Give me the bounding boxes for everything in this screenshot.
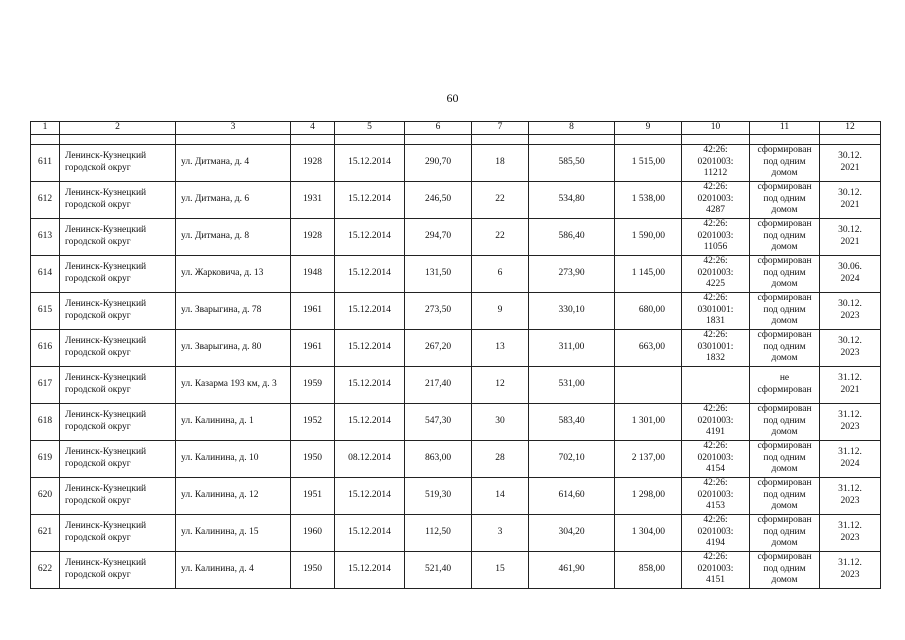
cadastral-number-cell: [682, 514, 750, 551]
cadastral-number-line: 0301001:: [697, 304, 734, 315]
cadastral-number-cell: [682, 551, 750, 588]
land-status-line: сформирован: [757, 384, 812, 395]
deadline-line: 2023: [840, 532, 860, 543]
land-status-line: сформирован: [757, 145, 812, 156]
deadline-line: 2023: [840, 310, 860, 321]
deadline-line: 2023: [840, 569, 860, 580]
living-area-cell: 290,70: [405, 144, 472, 181]
land-status-cell: [750, 477, 820, 514]
column-number-row: [31, 122, 881, 135]
municipality-cell: Ленинск-Кузнецкий городской округ: [60, 514, 176, 551]
deadline-cell: [820, 144, 881, 181]
residents-cell: 6: [472, 255, 529, 292]
total-area-cell: 583,40: [529, 403, 615, 440]
date-cell: 15.12.2014: [335, 329, 405, 366]
land-area-cell: 858,00: [615, 551, 682, 588]
cadastral-number-line: 0201003:: [697, 452, 734, 463]
column-number: 3: [176, 122, 291, 135]
year-built-cell: 1931: [291, 181, 335, 218]
municipality-cell: Ленинск-Кузнецкий городской округ: [60, 440, 176, 477]
table-row: [31, 144, 881, 181]
residents-cell: 30: [472, 403, 529, 440]
cadastral-number-line: 11056: [703, 242, 728, 253]
date-cell: 15.12.2014: [335, 218, 405, 255]
cadastral-number-line: 0201003:: [697, 193, 734, 204]
total-area-cell: 702,10: [529, 440, 615, 477]
address-cell: ул. Калинина, д. 10: [176, 440, 291, 477]
cadastral-number-line: 0201003:: [697, 267, 734, 278]
land-area-cell: 1 515,00: [615, 144, 682, 181]
municipality-cell: Ленинск-Кузнецкий городской округ: [60, 218, 176, 255]
deadline-line: 2024: [840, 273, 860, 284]
deadline-line: 2021: [840, 384, 860, 395]
year-built-cell: 1961: [291, 329, 335, 366]
cadastral-number-line: 1832: [706, 353, 725, 364]
year-built-cell: 1950: [291, 551, 335, 588]
row-number: 612: [31, 181, 60, 218]
total-area-cell: 311,00: [529, 329, 615, 366]
land-status-line: сформирован: [757, 256, 812, 267]
cadastral-number-line: 4154: [706, 464, 725, 475]
deadline-line: 30.12.: [838, 299, 862, 309]
deadline-line: 2021: [840, 162, 860, 173]
deadline-line: 2023: [840, 421, 860, 432]
land-status-line: домом: [771, 242, 798, 253]
deadline-cell: [820, 403, 881, 440]
date-cell: 15.12.2014: [335, 255, 405, 292]
municipality-cell: Ленинск-Кузнецкий городской округ: [60, 366, 176, 403]
land-status-cell: [750, 551, 820, 588]
cadastral-number-line: 42:26:: [703, 145, 728, 156]
land-status-cell: [750, 181, 820, 218]
land-status-line: под одним: [763, 452, 806, 463]
cadastral-number-line: 0201003:: [697, 563, 734, 574]
residents-cell: 3: [472, 514, 529, 551]
column-number: 9: [615, 122, 682, 135]
cadastral-number-cell: [682, 329, 750, 366]
land-status-line: домом: [771, 575, 798, 586]
residents-cell: 22: [472, 181, 529, 218]
total-area-cell: 585,50: [529, 144, 615, 181]
table-row: [31, 440, 881, 477]
cadastral-number-line: 0201003:: [697, 526, 734, 537]
year-built-cell: 1928: [291, 218, 335, 255]
land-status-line: не: [779, 373, 790, 383]
deadline-cell: [820, 514, 881, 551]
deadline-line: 31.12.: [838, 558, 862, 568]
cadastral-number-line: 0301001:: [697, 341, 734, 352]
page-number: 60: [446, 91, 459, 105]
date-cell: 15.12.2014: [335, 366, 405, 403]
address-cell: ул. Дитмана, д. 6: [176, 181, 291, 218]
table-row: [31, 366, 881, 403]
address-cell: ул. Калинина, д. 12: [176, 477, 291, 514]
living-area-cell: 217,40: [405, 366, 472, 403]
deadline-line: 2023: [840, 495, 860, 506]
land-status-cell: [750, 292, 820, 329]
column-number: 1: [31, 122, 60, 135]
land-status-line: под одним: [763, 563, 806, 574]
land-area-cell: 1 301,00: [615, 403, 682, 440]
address-cell: ул. Дитмана, д. 4: [176, 144, 291, 181]
cadastral-number-line: 42:26:: [703, 330, 728, 341]
address-cell: ул. Калинина, д. 15: [176, 514, 291, 551]
cadastral-number-cell: [682, 292, 750, 329]
land-status-line: под одним: [763, 526, 806, 537]
land-status-line: сформирован: [757, 219, 812, 230]
land-status-cell: [750, 218, 820, 255]
living-area-cell: 273,50: [405, 292, 472, 329]
cadastral-number-line: 4287: [706, 205, 725, 216]
land-area-cell: 1 590,00: [615, 218, 682, 255]
land-area-cell: 680,00: [615, 292, 682, 329]
deadline-line: 31.12.: [838, 410, 862, 420]
housing-register-table: [30, 121, 881, 589]
deadline-cell: [820, 218, 881, 255]
table-row: [31, 181, 881, 218]
total-area-cell: 586,40: [529, 218, 615, 255]
land-status-line: домом: [771, 427, 798, 438]
table-row: [31, 403, 881, 440]
residents-cell: 9: [472, 292, 529, 329]
year-built-cell: 1952: [291, 403, 335, 440]
land-status-cell: [750, 514, 820, 551]
total-area-cell: 534,80: [529, 181, 615, 218]
land-status-cell: [750, 329, 820, 366]
land-status-line: домом: [771, 464, 798, 475]
land-status-line: сформирован: [757, 182, 812, 193]
land-area-cell: [615, 366, 682, 403]
table-row: [31, 218, 881, 255]
year-built-cell: 1950: [291, 440, 335, 477]
address-cell: ул. Жарковича, д. 13: [176, 255, 291, 292]
cadastral-number-cell: [682, 218, 750, 255]
cadastral-number-line: 42:26:: [703, 404, 728, 415]
land-status-line: под одним: [763, 230, 806, 241]
deadline-line: 30.12.: [838, 225, 862, 235]
year-built-cell: 1951: [291, 477, 335, 514]
date-cell: 15.12.2014: [335, 477, 405, 514]
land-status-line: домом: [771, 501, 798, 512]
total-area-cell: 304,20: [529, 514, 615, 551]
municipality-cell: Ленинск-Кузнецкий городской округ: [60, 477, 176, 514]
date-cell: 08.12.2014: [335, 440, 405, 477]
address-cell: ул. Калинина, д. 4: [176, 551, 291, 588]
cadastral-number-line: 42:26:: [703, 552, 728, 563]
cadastral-number-line: 4225: [706, 279, 725, 290]
residents-cell: 28: [472, 440, 529, 477]
column-number: 5: [335, 122, 405, 135]
municipality-cell: Ленинск-Кузнецкий городской округ: [60, 255, 176, 292]
total-area-cell: 461,90: [529, 551, 615, 588]
year-built-cell: 1928: [291, 144, 335, 181]
land-status-cell: [750, 366, 820, 403]
column-number: 7: [472, 122, 529, 135]
cadastral-number-line: 0201003:: [697, 415, 734, 426]
cadastral-number-line: 42:26:: [703, 182, 728, 193]
land-status-line: домом: [771, 205, 798, 216]
table-row: [31, 551, 881, 588]
deadline-line: 30.06.: [838, 262, 862, 272]
address-cell: ул. Казарма 193 км, д. 3: [176, 366, 291, 403]
cadastral-number-line: 4191: [706, 427, 725, 438]
land-area-cell: 1 145,00: [615, 255, 682, 292]
cadastral-number-line: 42:26:: [703, 515, 728, 526]
cadastral-number-cell: [682, 366, 750, 403]
cadastral-number-line: 0201003:: [697, 489, 734, 500]
land-status-cell: [750, 403, 820, 440]
row-number: 619: [31, 440, 60, 477]
row-number: 622: [31, 551, 60, 588]
land-area-cell: 1 538,00: [615, 181, 682, 218]
land-status-cell: [750, 144, 820, 181]
deadline-line: 31.12.: [838, 484, 862, 494]
living-area-cell: 112,50: [405, 514, 472, 551]
date-cell: 15.12.2014: [335, 403, 405, 440]
address-cell: ул. Калинина, д. 1: [176, 403, 291, 440]
cadastral-number-cell: [682, 477, 750, 514]
land-status-line: под одним: [763, 304, 806, 315]
living-area-cell: 547,30: [405, 403, 472, 440]
date-cell: 15.12.2014: [335, 292, 405, 329]
deadline-cell: [820, 366, 881, 403]
table-row: [31, 329, 881, 366]
land-status-line: под одним: [763, 415, 806, 426]
row-number: 614: [31, 255, 60, 292]
column-number: 10: [682, 122, 750, 135]
address-cell: ул. Дитмана, д. 8: [176, 218, 291, 255]
address-cell: ул. Зварыгина, д. 80: [176, 329, 291, 366]
row-number: 615: [31, 292, 60, 329]
column-number: 12: [820, 122, 881, 135]
deadline-line: 2021: [840, 236, 860, 247]
year-built-cell: 1948: [291, 255, 335, 292]
living-area-cell: 521,40: [405, 551, 472, 588]
land-status-cell: [750, 440, 820, 477]
total-area-cell: 273,90: [529, 255, 615, 292]
land-status-line: сформирован: [757, 552, 812, 563]
date-cell: 15.12.2014: [335, 514, 405, 551]
cadastral-number-line: 4153: [706, 501, 725, 512]
deadline-cell: [820, 551, 881, 588]
deadline-line: 30.12.: [838, 336, 862, 346]
land-status-line: домом: [771, 279, 798, 290]
living-area-cell: 519,30: [405, 477, 472, 514]
land-status-line: сформирован: [757, 330, 812, 341]
deadline-line: 2023: [840, 347, 860, 358]
land-area-cell: 2 137,00: [615, 440, 682, 477]
table-row: [31, 477, 881, 514]
table-row: [31, 255, 881, 292]
living-area-cell: 131,50: [405, 255, 472, 292]
residents-cell: 22: [472, 218, 529, 255]
row-number: 617: [31, 366, 60, 403]
total-area-cell: 614,60: [529, 477, 615, 514]
total-area-cell: 330,10: [529, 292, 615, 329]
cadastral-number-cell: [682, 255, 750, 292]
living-area-cell: 294,70: [405, 218, 472, 255]
living-area-cell: 246,50: [405, 181, 472, 218]
cadastral-number-line: 42:26:: [703, 219, 728, 230]
cadastral-number-cell: [682, 144, 750, 181]
cadastral-number-line: 1831: [706, 316, 725, 327]
deadline-line: 31.12.: [838, 521, 862, 531]
date-cell: 15.12.2014: [335, 181, 405, 218]
date-cell: 15.12.2014: [335, 551, 405, 588]
residents-cell: 18: [472, 144, 529, 181]
cadastral-number-line: 0201003:: [697, 230, 734, 241]
table-row: [31, 292, 881, 329]
land-status-line: сформирован: [757, 404, 812, 415]
land-area-cell: 1 304,00: [615, 514, 682, 551]
land-status-line: домом: [771, 316, 798, 327]
land-status-cell: [750, 255, 820, 292]
deadline-line: 31.12.: [838, 373, 862, 383]
deadline-cell: [820, 292, 881, 329]
land-area-cell: 1 298,00: [615, 477, 682, 514]
land-status-line: под одним: [763, 193, 806, 204]
cadastral-number-line: 42:26:: [703, 256, 728, 267]
municipality-cell: Ленинск-Кузнецкий городской округ: [60, 403, 176, 440]
deadline-line: 2021: [840, 199, 860, 210]
deadline-line: 30.12.: [838, 151, 862, 161]
cadastral-number-line: 42:26:: [703, 478, 728, 489]
land-status-line: сформирован: [757, 478, 812, 489]
cadastral-number-line: 11212: [703, 168, 728, 179]
total-area-cell: 531,00: [529, 366, 615, 403]
land-status-line: домом: [771, 353, 798, 364]
cadastral-number-cell: [682, 403, 750, 440]
deadline-line: 31.12.: [838, 447, 862, 457]
cadastral-number-cell: [682, 440, 750, 477]
living-area-cell: 863,00: [405, 440, 472, 477]
municipality-cell: Ленинск-Кузнецкий городской округ: [60, 181, 176, 218]
land-status-line: домом: [771, 538, 798, 549]
municipality-cell: Ленинск-Кузнецкий городской округ: [60, 329, 176, 366]
column-number: 11: [750, 122, 820, 135]
row-number: 613: [31, 218, 60, 255]
column-number: 2: [60, 122, 176, 135]
land-status-line: сформирован: [757, 441, 812, 452]
spacer-row: [31, 134, 881, 144]
cadastral-number-line: 4194: [706, 538, 725, 549]
deadline-cell: [820, 255, 881, 292]
municipality-cell: Ленинск-Кузнецкий городской округ: [60, 144, 176, 181]
column-number: 4: [291, 122, 335, 135]
cadastral-number-line: 0201003:: [697, 156, 734, 167]
residents-cell: 15: [472, 551, 529, 588]
land-status-line: сформирован: [757, 515, 812, 526]
year-built-cell: 1961: [291, 292, 335, 329]
deadline-cell: [820, 181, 881, 218]
residents-cell: 14: [472, 477, 529, 514]
deadline-line: 30.12.: [838, 188, 862, 198]
land-status-line: под одним: [763, 341, 806, 352]
column-number: 6: [405, 122, 472, 135]
land-status-line: под одним: [763, 489, 806, 500]
date-cell: 15.12.2014: [335, 144, 405, 181]
row-number: 621: [31, 514, 60, 551]
land-status-line: под одним: [763, 156, 806, 167]
land-status-line: сформирован: [757, 293, 812, 304]
cadastral-number-line: 4151: [706, 575, 725, 586]
deadline-line: 2024: [840, 458, 860, 469]
residents-cell: 13: [472, 329, 529, 366]
deadline-cell: [820, 477, 881, 514]
living-area-cell: 267,20: [405, 329, 472, 366]
year-built-cell: 1960: [291, 514, 335, 551]
deadline-cell: [820, 329, 881, 366]
land-status-line: домом: [771, 168, 798, 179]
cadastral-number-line: 42:26:: [703, 441, 728, 452]
row-number: 616: [31, 329, 60, 366]
year-built-cell: 1959: [291, 366, 335, 403]
land-status-line: под одним: [763, 267, 806, 278]
residents-cell: 12: [472, 366, 529, 403]
cadastral-number-cell: [682, 181, 750, 218]
table-row: [31, 514, 881, 551]
deadline-cell: [820, 440, 881, 477]
land-area-cell: 663,00: [615, 329, 682, 366]
column-number: 8: [529, 122, 615, 135]
cadastral-number-line: 42:26:: [703, 293, 728, 304]
address-cell: ул. Зварыгина, д. 78: [176, 292, 291, 329]
row-number: 611: [31, 144, 60, 181]
row-number: 618: [31, 403, 60, 440]
row-number: 620: [31, 477, 60, 514]
municipality-cell: Ленинск-Кузнецкий городской округ: [60, 292, 176, 329]
municipality-cell: Ленинск-Кузнецкий городской округ: [60, 551, 176, 588]
